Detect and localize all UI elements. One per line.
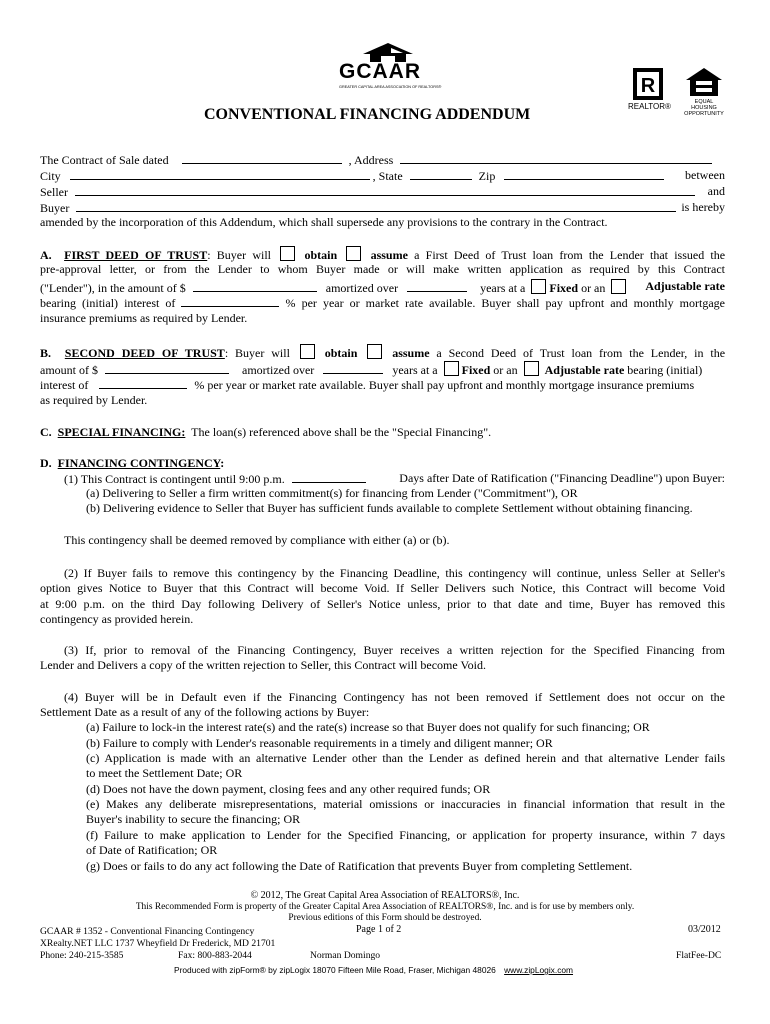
b-obtain-checkbox[interactable]	[300, 344, 315, 359]
state-label: , State	[372, 169, 403, 183]
footer-copyright: © 2012, The Great Capital Area Association of REALTORS®, Inc.	[250, 890, 520, 901]
b-amount-field[interactable]	[105, 362, 229, 374]
and-label: and	[707, 184, 725, 198]
seller-field[interactable]	[75, 184, 695, 196]
d-p4-c-2: to meet the Settlement Date; OR	[86, 766, 243, 780]
section-a-line-1: A. FIRST DEED OF TRUST: Buyer will obtain assume a First Deed of Trust loan from the Lender that issued the	[40, 248, 726, 262]
footer-flatfee: FlatFee-DC	[676, 950, 722, 961]
svg-text:R: R	[640, 75, 656, 97]
d-p4-a: (a) Failure to lock-in the interest rate(s) and the rate(s) increase so that Buyer does not qualify for such financing; OR	[86, 720, 650, 734]
a-assume-checkbox[interactable]	[346, 246, 361, 261]
realtor-r-icon	[628, 66, 668, 102]
section-b-label: B.	[40, 346, 52, 360]
d-p4-b: (b) Failure to comply with Lender's reasonable requirements in a timely and diligent manner; OR	[86, 736, 553, 750]
d-p2-line-2: option gives Notice to Buyer that this Contract will become Void. If Seller Delivers such Notice, this Contract will become Void	[40, 581, 725, 595]
a-obtain-label: obtain	[304, 248, 338, 262]
intro-line-2	[40, 168, 725, 185]
a-assume-label: assume	[370, 248, 408, 262]
intro-line-3	[40, 184, 725, 201]
b-adjustable-checkbox[interactable]	[524, 361, 539, 376]
d-p4-c-1: (c) Application is made with an alternative Lender other than the Lender as defined herein and that alternative Lender fails	[86, 751, 725, 765]
d-p4-line-2: Settlement Date as a result of any of the following actions by Buyer:	[40, 705, 370, 719]
between-label: between	[685, 168, 725, 182]
d-p4-line-1: (4) Buyer will be in Default even if the Financing Contingency has not been removed if Settlement does not occur on the	[64, 690, 725, 704]
buyer-field[interactable]	[76, 200, 676, 212]
intro-amended: amended by the incorporation of this Addendum, which shall supersede any provisions to the contrary in the Contract.	[40, 215, 608, 229]
a-amount-field[interactable]	[193, 280, 317, 292]
section-a-line-5: insurance premiums as required by Lender.	[40, 311, 248, 325]
footer-fax: Fax: 800-883-2044	[178, 950, 252, 961]
d-p1-a: (a) Delivering to Seller a firm written commitment(s) for financing from Lender ("Commitment"), OR	[86, 486, 578, 500]
a-interest-field[interactable]	[181, 295, 279, 307]
footer-agent: Norman Domingo	[310, 950, 381, 961]
b-fixed-checkbox[interactable]	[444, 361, 459, 376]
footer-page-number: Page 1 of 2	[356, 924, 402, 935]
d-p2-line-1: (2) If Buyer fails to remove this contingency by the Financing Deadline, this contingency will continue, unless Seller at Seller's	[64, 566, 725, 580]
realtor-label: REALTOR®	[628, 102, 671, 111]
contract-dated-label: The Contract of Sale dated	[40, 153, 169, 167]
b-years-field[interactable]	[323, 362, 383, 374]
address-field[interactable]	[400, 152, 712, 164]
city-field[interactable]	[70, 168, 370, 180]
footer-date: 03/2012	[688, 924, 721, 935]
footer-produced: Produced with zipForm® by zipLogix 18070 Fifteen Mile Road, Fraser, Michigan 48026 www.zipLogix.com	[174, 965, 574, 975]
section-b-line-2: amount of $ amortized over years at a Fixed or an Adjustable rate bearing (initial)	[40, 363, 703, 377]
a-obtain-checkbox[interactable]	[280, 246, 295, 261]
zip-field[interactable]	[504, 168, 664, 180]
state-field[interactable]	[410, 168, 472, 180]
a-years-field[interactable]	[407, 280, 467, 292]
intro-line-1	[40, 152, 725, 169]
equal-housing-icon	[682, 66, 726, 98]
buyer-label: Buyer	[40, 201, 70, 215]
d-p3-line-1: (3) If, prior to removal of the Financing Contingency, Buyer receives a written rejection for the Specified Financing from	[64, 643, 725, 657]
footer-office: XRealty.NET LLC 1737 Wheyfield Dr Frederick, MD 21701	[40, 938, 276, 949]
page-title: CONVENTIONAL FINANCING ADDENDUM	[204, 106, 531, 123]
city-label: City	[40, 169, 61, 183]
d-removed: This contingency shall be deemed removed by compliance with either (a) or (b).	[64, 533, 450, 547]
b-assume-checkbox[interactable]	[367, 344, 382, 359]
b-interest-field[interactable]	[99, 377, 187, 389]
footer-previous: Previous editions of this Form should be destroyed.	[288, 913, 482, 923]
section-b-heading: SECOND DEED OF TRUST	[64, 346, 225, 360]
d-p4-e-1: (e) Makes any deliberate misrepresentations, material omissions or inaccuracies in financial information that result in the	[86, 797, 725, 811]
d-p4-g: (g) Does or fails to do any act following the Date of Ratification that prevents Buyer from completing Settlement.	[86, 859, 633, 873]
eho-label: EQUAL HOUSING OPPORTUNITY	[684, 99, 724, 117]
footer-recommended: This Recommended Form is property of the Greater Capital Area Association of REALTORS®, Inc. and is for use by members only.	[135, 902, 635, 912]
section-d-heading: FINANCING CONTINGENCY	[57, 456, 221, 470]
footer-form-id: GCAAR # 1352 - Conventional Financing Contingency	[40, 926, 255, 937]
address-label: , Address	[348, 153, 394, 167]
a-fixed-checkbox[interactable]	[531, 279, 546, 294]
section-d-heading-row: D. FINANCING CONTINGENCY:	[40, 456, 225, 470]
equal-housing-logo	[682, 66, 726, 117]
gcaar-logo-subtext: GREATER CAPITAL AREA ASSOCIATION OF REALTORS®	[339, 85, 442, 89]
section-a-line-2: pre-approval letter, or from the Lender to whom Buyer made or will make written application as required by this Contract	[40, 262, 725, 276]
d-p4-f-1: (f) Failure to make application to Lender for the Specified Financing, or application for property insurance, within 7 days	[86, 828, 725, 842]
contract-date-field[interactable]	[182, 152, 342, 164]
section-a-line-3: ("Lender"), in the amount of $ amortized over years at a Fixed or an Adjustable rate	[40, 279, 725, 295]
section-a-heading: FIRST DEED OF TRUST	[64, 248, 208, 262]
d-p4-f-2: of Date of Ratification; OR	[86, 843, 218, 857]
d-p3-line-2: Lender and Delivers a copy of the written rejection to Seller, this Contract will become Void.	[40, 658, 486, 672]
d-p4-d: (d) Does not have the down payment, closing fees and any other required funds; OR	[86, 782, 491, 796]
gcaar-logo-text: GCAAR	[339, 60, 421, 83]
footer-phone: Phone: 240-215-3585	[40, 950, 124, 961]
ziplogix-link[interactable]: www.zipLogix.com	[504, 965, 574, 975]
is-hereby-label: is hereby	[681, 200, 725, 214]
a-adjustable-checkbox[interactable]	[611, 279, 626, 294]
d-p2-line-3: at 9:00 p.m. on the third Day following Delivery of Seller's Notice unless, prior to that date and time, Buyer has removed this	[40, 597, 725, 611]
d-p1-b: (b) Delivering evidence to Seller that Buyer has sufficient funds available to complete Settlement without obtaining financing.	[86, 501, 693, 515]
realtor-logo	[628, 66, 671, 112]
section-c-heading: SPECIAL FINANCING:	[57, 425, 186, 439]
section-b-line-3: interest of % per year or market rate available. Buyer shall pay upfront and monthly mortgage insurance premiums	[40, 378, 695, 392]
section-a-label: A.	[40, 248, 52, 262]
seller-label: Seller	[40, 185, 68, 199]
d-p4-e-2: Buyer's inability to secure the financing; OR	[86, 812, 301, 826]
section-a-line-4: bearing (initial) interest of % per year or market rate available. Buyer shall pay upfront and monthly mortgage	[40, 296, 725, 310]
gcaar-logo	[333, 40, 443, 92]
d-p2-line-4: contingency as provided herein.	[40, 612, 194, 626]
d-p1: (1) This Contract is contingent until 9:00 p.m. Days after Date of Ratification ("Financing Deadline") upon Buyer:	[64, 471, 725, 486]
d-days-field[interactable]	[292, 471, 366, 483]
section-c: C. SPECIAL FINANCING: The loan(s) referenced above shall be the "Special Financing".	[40, 425, 492, 439]
section-b-line-1: B. SECOND DEED OF TRUST: Buyer will obtain assume a Second Deed of Trust loan from the Lender, in the	[40, 346, 726, 360]
section-b-line-4: as required by Lender.	[40, 393, 148, 407]
zip-label: Zip	[478, 169, 496, 183]
